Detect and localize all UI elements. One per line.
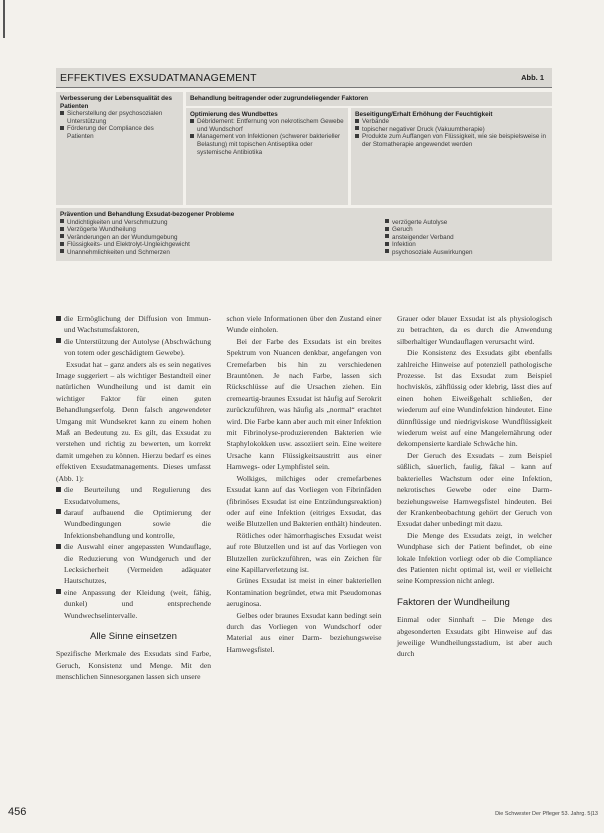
box-heading: Verbesserung der Lebensqualität des Patienten (60, 95, 172, 110)
article-column-2 (227, 313, 382, 683)
paragraph: Spezifische Merkmale des Exsudats sind Farbe, Geruch, Konsistenz und Menge. Mit den menschlichen Sinnesorganen lassen sich unsere (56, 649, 211, 682)
list-item: verzögerte Autolyse (385, 219, 548, 227)
list-item: die Unterstützung der Autolyse (Abschwächung von totem oder geschädigtem Gewebe). (56, 336, 211, 359)
square-bullet-icon (60, 126, 64, 130)
list-item: ansteigender Verband (385, 234, 548, 242)
list-item: Förderung der Compliance des Patienten (60, 125, 179, 140)
list-item: Unannehmlichkeiten und Schmerzen (60, 249, 385, 257)
paragraph: Exsudat hat – ganz anders als es sein negatives Image suggeriert – als wichtiger Bestandteil einer natürlichen Wundheilung und ist damit ein wichtiger Faktor für einen guten Behandlungserfolg. Denn falsch angewendeter Umgang mit Wundsekret kann zu einem hohen Maß an Bedeutung zu. Es gilt, das Exsudat zu verstehen und richtig zu bewerten, um korrekt damit umgehen zu können. Hierzu bedarf es eines effektiven Exsudatmanagements. Dieses umfasst (Abb. 1): (56, 359, 211, 483)
paragraph: Grünes Exsudat ist meist in einer bakteriellen Kontamination begründet, etwa mit Pseudomonas aeruginosa. (226, 576, 382, 609)
square-bullet-icon (56, 316, 61, 321)
paragraph: Die Konsistenz des Exsudats gibt ebenfalls zahlreiche Hinweise auf potenziell pathologische Prozesse. Ist das Exsudat zum Beispiel hochviskös, zähflüssig oder klebrig, lässt dies auf einen hohen Eiweißgehalt schließen, der wiederum auf eine Wundinfektion hindeutet. Eine dünnflüssige und niedrigviskose Wundflüssigkeit wiederum weist auf eine Mangelernährung oder dekompensierte kardiale Schwäche hin. (397, 348, 552, 449)
square-bullet-icon (56, 509, 61, 514)
paragraph: Die Menge des Exsudats zeigt, in welcher Wundphase sich der Patient befindet, ob eine lokale Infektion vorliegt oder ob die Compliance des Patienten nicht optimal ist, weil er vielleicht seine Kompression nicht anlegt. (397, 530, 552, 586)
paragraph: Einmal oder Sinnhaft – Die Menge des abgesonderten Exsudats gibt Hinweise auf das jeweilige Wundheilungsstadium, ist aber auch durch (397, 615, 552, 659)
figure-title: EFFEKTIVES EXSUDATMANAGEMENT (60, 71, 257, 84)
figure-header (56, 68, 552, 88)
figure-exsudatmanagement (56, 68, 552, 261)
page-number: 456 (8, 806, 27, 818)
paragraph: Der Geruch des Exsudats – zum Beispiel süßlich, säuerlich, faulig, fäkal – kann auf bakterielles Wachstum oder eine Infektion, nekrotisches Gewebe oder eine Darm- beziehungsweise Harnwegsfistel hindeuten. Bei der Krankenbeobachtung gehört der Geruch von Exsudat daher unbedingt mit dazu. (397, 450, 552, 529)
box-behandlung-heading: Behandlung beitragender oder zugrundeliegender Faktoren (186, 92, 552, 108)
box-lebensqualitaet (56, 92, 186, 205)
square-bullet-icon (385, 227, 389, 231)
section-heading: Faktoren der Wundheilung (397, 596, 510, 608)
box-praevention (56, 208, 552, 261)
square-bullet-icon (385, 234, 389, 238)
square-bullet-icon (355, 126, 359, 130)
square-bullet-icon (60, 227, 64, 231)
box-wundbett (186, 108, 351, 205)
square-bullet-icon (56, 544, 61, 549)
square-bullet-icon (60, 219, 64, 223)
square-bullet-icon (60, 234, 64, 238)
box-heading: Optimierung des Wundbettes (190, 110, 278, 118)
square-bullet-icon (56, 487, 61, 492)
list-item: Verbände (355, 118, 548, 126)
square-bullet-icon (190, 134, 194, 138)
square-bullet-icon (190, 119, 194, 123)
list-item: psychosoziale Auswirkungen (385, 249, 548, 257)
paragraph: Grauer oder blauer Exsudat ist als physiologisch zu betrachten, da es durch die Anwendung silberhaltiger Wundauflagen verursacht wird. (397, 314, 552, 346)
list-item: die Beurteilung und Regulierung des Exsudatvolumens, (56, 484, 211, 507)
list-item: Management von Infektionen (schwerer bakterieller Belastung) mit topischen Antiseptika oder systemische Antibiotika (190, 133, 344, 156)
square-bullet-icon (60, 242, 64, 246)
square-bullet-icon (385, 219, 389, 223)
list-item: Flüssigkeits- und Elektrolyt-Ungleichgewicht (60, 241, 385, 249)
paragraph: Gelbes oder braunes Exsudat kann bedingt sein durch das Vorliegen von Wundschorf oder Material aus einer Darm- beziehungsweise Harnwegsfistel. (226, 610, 382, 654)
article-column-3 (397, 313, 552, 683)
box-heading: Beseitigung/Erhalt Erhöhung der Feuchtigkeit (355, 110, 493, 118)
list-item: Infektion (385, 241, 548, 249)
figure-label: Abb. 1 (521, 73, 544, 82)
paragraph: Wolkiges, milchiges oder cremefarbenes Exsudat kann auf das Vorliegen von Fibrinfäden (fibrinöses Exsudat ist eine Entzündungsreaktion) oder auf eine Infektion (eitriges Exsudat, das weiße Blutzellen und Bakterien enthält) hindeuten. (226, 473, 382, 529)
square-bullet-icon (385, 249, 389, 253)
figure-row-top (56, 92, 552, 205)
binding-line (3, 0, 5, 38)
square-bullet-icon (385, 242, 389, 246)
list-item: Verzögerte Wundheilung (60, 226, 385, 234)
list-item: Veränderungen an der Wundumgebung (60, 234, 385, 242)
section-heading: Alle Sinne einsetzen (90, 630, 177, 642)
list-item: die Ermöglichung der Diffusion von Immun- und Wachstumsfaktoren, (56, 313, 211, 336)
list-item: topischer negativer Druck (Vakuumtherapie) (355, 126, 548, 134)
list-item: darauf aufbauend die Optimierung der Wundbedingungen sowie die Infektionsbehandlung und kontrolle, (56, 507, 211, 541)
paragraph: Bei der Farbe des Exsudats ist ein breites Spektrum von Nuancen denkbar, angefangen von Cremefarben bis hin zu verschiedenen Brauntönen. Je nach Farbe, lassen sich Rückschlüsse auf die Ursachen ziehen. Ein cremeartig-braunes Exsudat ist häufig auf Serokrit zurückzuführen, was häufig als „normal“ erachtet wird. Die Farbe kann aber auch mit einer Infektion mit Fibrinolyse-produzierenden Bakterien wie Staphylokokken usw. assoziiert sein. Eine weitere Ursache kann Flüssigkeitsaustritt aus einer Harnwegs- oder Lymphfistel sein. (226, 336, 382, 472)
square-bullet-icon (60, 111, 64, 115)
list-item: Undichtigkeiten und Verschmutzung (60, 219, 385, 227)
journal-reference: Die Schwester Der Pfleger 53. Jahrg. 5|13 (495, 811, 598, 817)
paragraph: schon viele Informationen über den Zustand einer Wunde einholen. (226, 314, 382, 335)
list-item: Sicherstellung der psychosozialen Unterstützung (60, 110, 179, 125)
square-bullet-icon (56, 338, 61, 343)
article-body (56, 313, 552, 683)
square-bullet-icon (355, 119, 359, 123)
list-item: eine Anpassung der Kleidung (weit, fähig, dunkel) und entsprechende Wundwechselintervalle. (56, 587, 211, 621)
list-item: Geruch (385, 226, 548, 234)
list-item: Produkte zum Auffangen von Flüssigkeit, wie sie beispielsweise in der Stomatherapie angewendet werden (355, 133, 548, 148)
box-feuchtigkeit (351, 108, 552, 205)
square-bullet-icon (60, 249, 64, 253)
box-heading: Prävention und Behandlung Exsudat-bezogener Probleme (60, 211, 235, 218)
paragraph: Rötliches oder hämorrhagisches Exsudat weist auf rote Blutzellen und ist auf das Vorliegen von Blutzellen zurückzuführen, was ein Zeichen für eine Kapillarverletzung ist. (226, 530, 382, 574)
square-bullet-icon (56, 589, 61, 594)
square-bullet-icon (355, 134, 359, 138)
list-item: Débridement: Entfernung von nekrotischem Gewebe und Wundschorf (190, 118, 344, 133)
article-column-1 (56, 313, 211, 683)
list-item: die Auswahl einer angepassten Wundauflage, die Reduzierung von Wundgeruch und der Lecksicherheit (Vermeiden adäquater Hautschutzes, (56, 541, 211, 587)
box-behandlung (186, 92, 552, 205)
